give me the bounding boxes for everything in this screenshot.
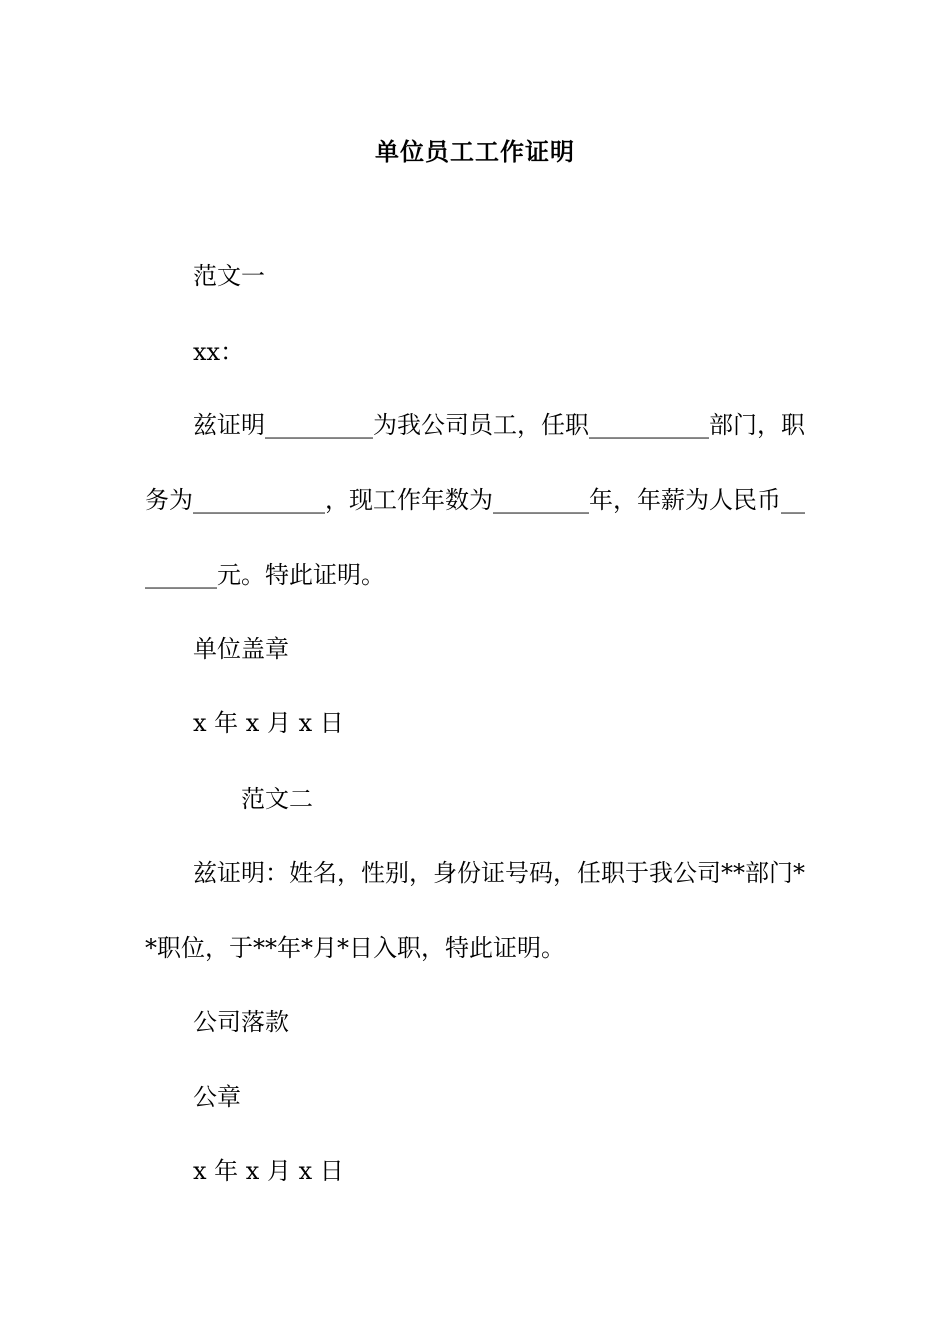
sample2-company-signature: 公司落款	[193, 1008, 289, 1036]
sample1-seal: 单位盖章	[193, 635, 289, 663]
sample1-salutation: xx：	[193, 338, 245, 366]
sample1-date: x 年 x 月 x 日	[193, 709, 344, 737]
sample2-date: x 年 x 月 x 日	[193, 1157, 344, 1185]
sample1-body-line2: 务为___________，现工作年数为________年，年薪为人民币__	[145, 486, 805, 514]
sample2-heading: 范文二	[241, 785, 313, 813]
sample1-heading: 范文一	[193, 262, 265, 290]
sample1-body-line1: 兹证明_________为我公司员工，任职__________部门，职	[193, 411, 805, 439]
sample2-seal: 公章	[193, 1083, 241, 1111]
document-title: 单位员工工作证明	[375, 137, 575, 166]
sample1-body-line3: ______元。特此证明。	[145, 561, 385, 589]
sample2-body-line2: *职位，于**年*月*日入职，特此证明。	[145, 934, 565, 962]
sample2-body-line1: 兹证明：姓名，性别，身份证号码，任职于我公司**部门*	[193, 859, 805, 887]
